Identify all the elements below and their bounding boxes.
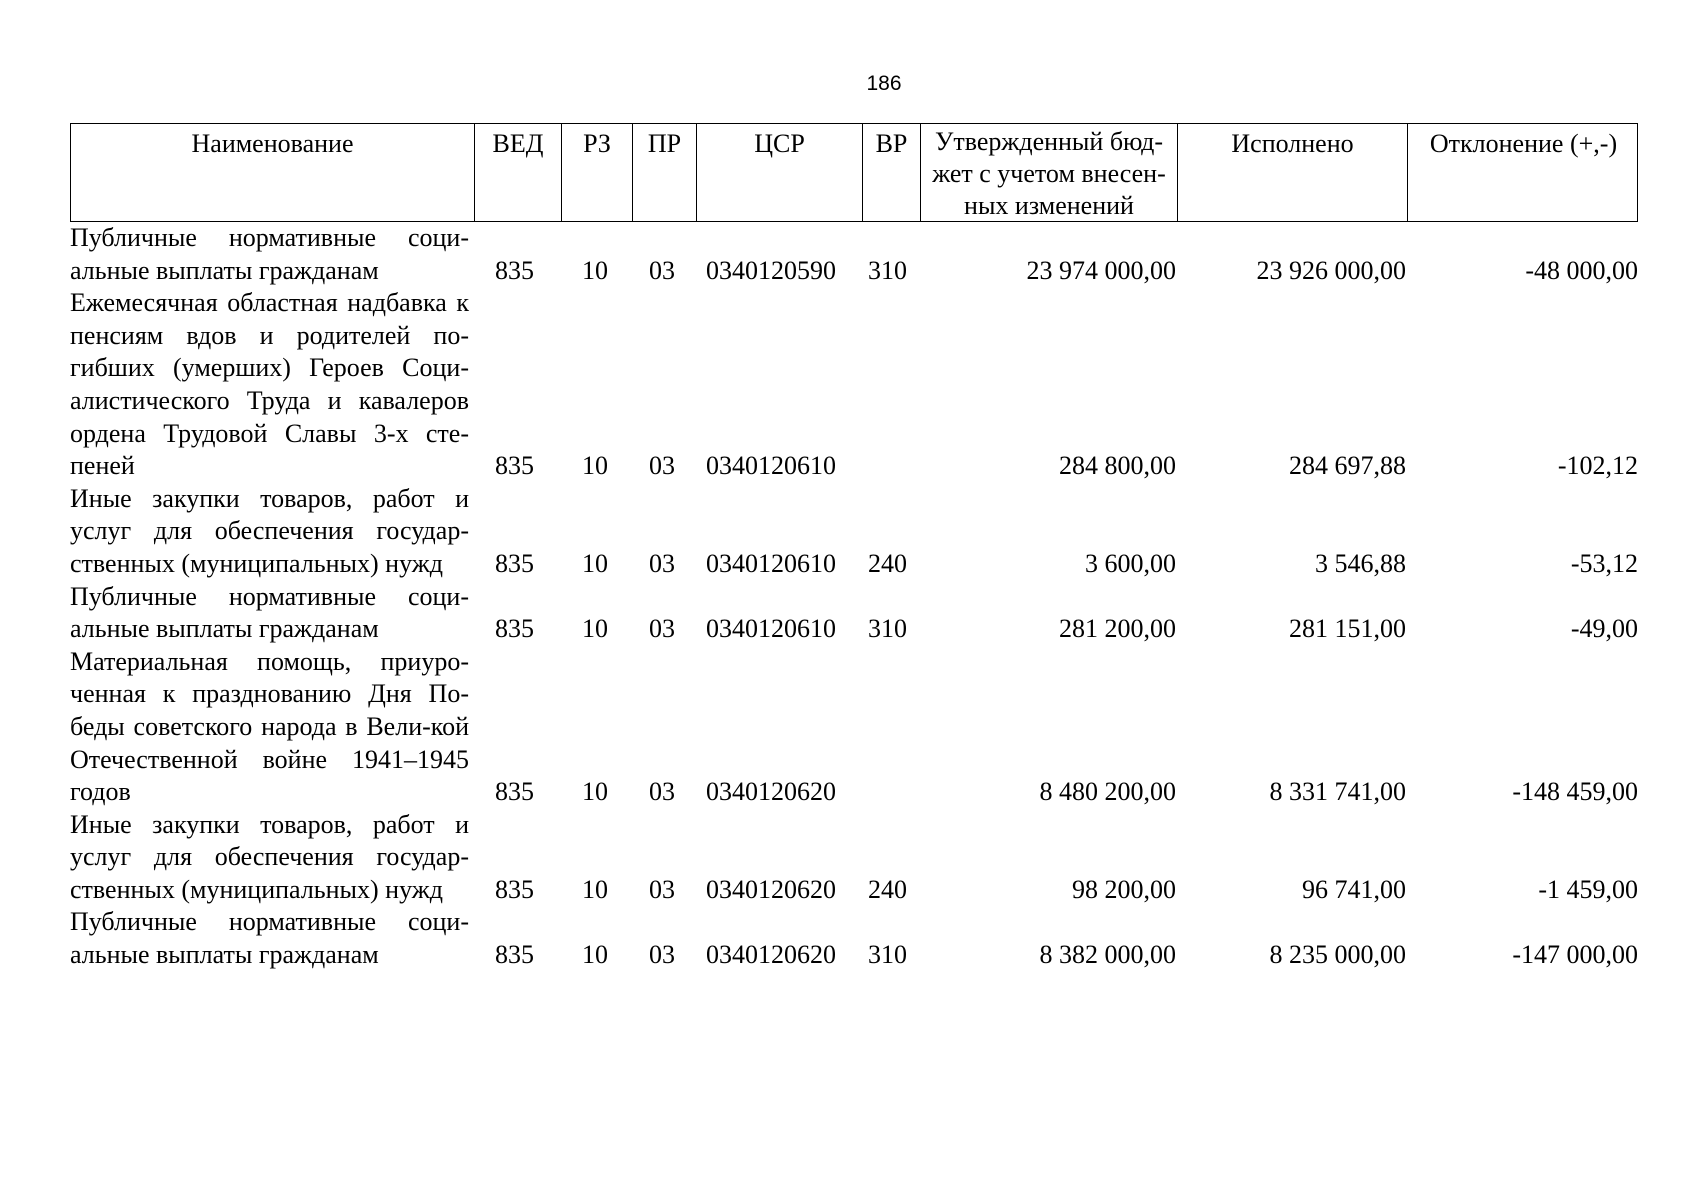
- row-executed: 281 151,00: [1289, 614, 1406, 644]
- row-ved: 835: [495, 874, 534, 904]
- row-vr: 310: [868, 614, 907, 644]
- row-deviation: -53,12: [1570, 548, 1638, 578]
- row-pr: 03: [649, 548, 675, 578]
- row-budget: 23 974 000,00: [1026, 255, 1176, 285]
- header-ved: ВЕД: [474, 124, 561, 222]
- row-budget: 284 800,00: [1059, 451, 1176, 481]
- table-row: [70, 581, 1638, 646]
- table-row: [70, 483, 1638, 581]
- row-deviation: -48 000,00: [1525, 255, 1638, 285]
- row-rz: 10: [582, 548, 608, 578]
- row-name: Публичные нормативные соци-альные выплаты гражданам: [70, 907, 469, 970]
- table-row: [70, 809, 1638, 907]
- row-deviation: -102,12: [1557, 451, 1638, 481]
- header-name: Наименование: [191, 129, 354, 158]
- table-row: [70, 287, 1638, 483]
- row-rz: 10: [582, 874, 608, 904]
- row-csr: 0340120610: [706, 548, 836, 578]
- row-executed: 284 697,88: [1289, 451, 1406, 481]
- row-pr: 03: [649, 940, 675, 970]
- row-executed: 23 926 000,00: [1256, 255, 1406, 285]
- table-row: [70, 222, 1638, 287]
- row-name: Материальная помощь, приуро-ченная к празднованию Дня По-беды советского народа в Вели-кой Отечественной войне 1941–1945 годов: [70, 646, 469, 807]
- row-pr: 03: [649, 777, 675, 807]
- row-csr: 0340120620: [706, 777, 836, 807]
- row-pr: 03: [649, 255, 675, 285]
- row-deviation: -147 000,00: [1512, 940, 1638, 970]
- row-budget: 281 200,00: [1059, 614, 1176, 644]
- row-pr: 03: [649, 451, 675, 481]
- row-vr: 310: [868, 255, 907, 285]
- row-csr: 0340120620: [706, 874, 836, 904]
- row-vr: 240: [868, 874, 907, 904]
- row-pr: 03: [649, 874, 675, 904]
- header-vr: ВР: [862, 124, 920, 222]
- table-row: [70, 906, 1638, 971]
- row-rz: 10: [582, 940, 608, 970]
- row-deviation: -148 459,00: [1512, 777, 1638, 807]
- row-budget: 98 200,00: [1072, 874, 1176, 904]
- row-csr: 0340120610: [706, 614, 836, 644]
- row-name: Ежемесячная областная надбавка к пенсиям вдов и родителей по-гибших (умерших) Героев Соци-алистического Труда и кавалеров ордена Трудовой Славы 3-х сте-пеней: [70, 288, 469, 481]
- row-budget: 8 480 200,00: [1039, 777, 1176, 807]
- row-executed: 8 235 000,00: [1269, 940, 1406, 970]
- row-name: Иные закупки товаров, работ и услуг для обеспечения государ-ственных (муниципальных) нужд: [70, 483, 469, 578]
- row-executed: 96 741,00: [1302, 874, 1406, 904]
- row-executed: 8 331 741,00: [1269, 777, 1406, 807]
- row-budget: 3 600,00: [1085, 548, 1176, 578]
- row-deviation: -1 459,00: [1538, 874, 1638, 904]
- row-csr: 0340120590: [706, 255, 836, 285]
- header-executed: Исполнено: [1177, 124, 1407, 222]
- row-name: Публичные нормативные соци-альные выплаты гражданам: [70, 223, 469, 285]
- row-csr: 0340120610: [706, 451, 836, 481]
- row-ved: 835: [495, 451, 534, 481]
- header-deviation: Отклонение (+,-): [1407, 124, 1639, 222]
- row-rz: 10: [582, 451, 608, 481]
- header-budget: Утвержденный бюд-жет с учетом внесен-ных изменений: [920, 124, 1177, 222]
- row-vr: 310: [868, 940, 907, 970]
- row-name: Иные закупки товаров, работ и услуг для обеспечения государ-ственных (муниципальных) нужд: [70, 809, 469, 904]
- table-row: [70, 646, 1638, 809]
- header-csr: ЦСР: [696, 124, 862, 222]
- page-number: 186: [866, 72, 902, 95]
- table-header: [70, 123, 1638, 222]
- row-budget: 8 382 000,00: [1039, 940, 1176, 970]
- row-ved: 835: [495, 940, 534, 970]
- header-rz: РЗ: [561, 124, 632, 222]
- header-pr: ПР: [632, 124, 696, 222]
- row-rz: 10: [582, 614, 608, 644]
- row-rz: 10: [582, 777, 608, 807]
- row-executed: 3 546,88: [1315, 548, 1406, 578]
- row-ved: 835: [495, 255, 534, 285]
- row-csr: 0340120620: [706, 940, 836, 970]
- row-name: Публичные нормативные соци-альные выплаты гражданам: [70, 581, 469, 644]
- row-pr: 03: [649, 614, 675, 644]
- row-ved: 835: [495, 614, 534, 644]
- row-ved: 835: [495, 548, 534, 578]
- table-body: [70, 222, 1638, 972]
- row-vr: 240: [868, 548, 907, 578]
- row-rz: 10: [582, 255, 608, 285]
- row-ved: 835: [495, 777, 534, 807]
- budget-table: [70, 123, 1638, 972]
- row-deviation: -49,00: [1570, 614, 1638, 644]
